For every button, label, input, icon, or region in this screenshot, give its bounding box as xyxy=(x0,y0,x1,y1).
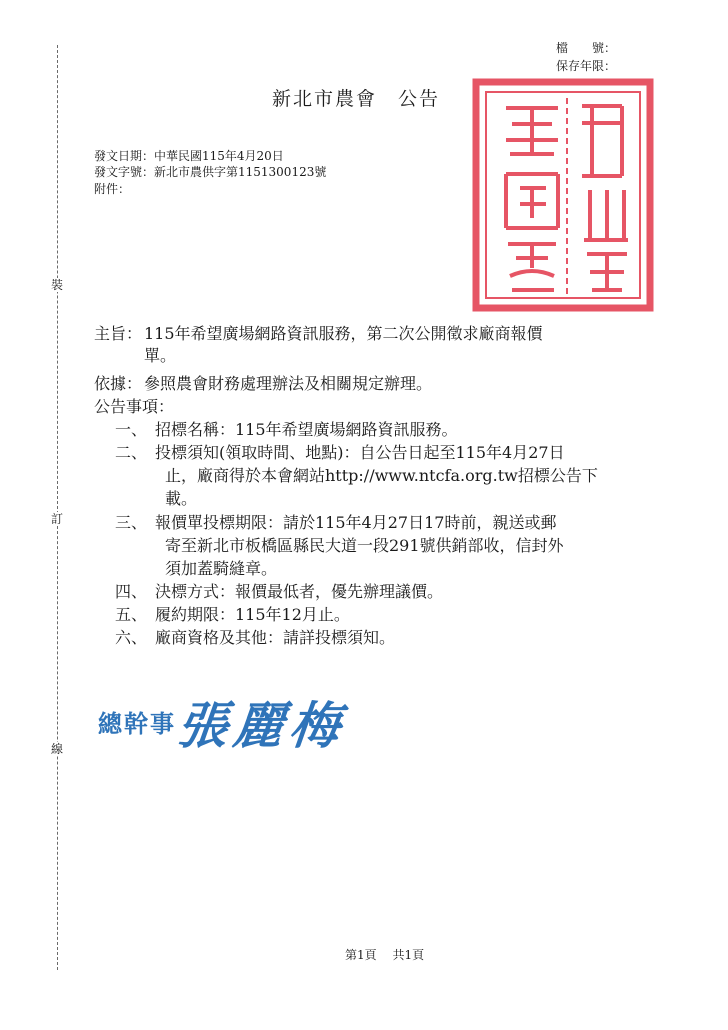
item-line: 報價單投標期限：請於115年4月27日17時前，親送或郵 xyxy=(155,513,557,532)
item-line: 寄至新北市板橋區縣民大道一段291號供銷部收，信封外 xyxy=(165,536,564,555)
binding-mark-xian: 線 xyxy=(50,742,63,756)
subject-line-2: 單。 xyxy=(144,346,177,365)
basis-label: 依據： xyxy=(94,374,143,393)
binding-mark-ding: 訂 xyxy=(50,512,63,526)
items-heading: 公告事項： xyxy=(94,397,175,416)
subject-line-1: 115年希望廣場網路資訊服務，第二次公開徵求廠商報價 xyxy=(144,324,543,343)
item-number: 五、 xyxy=(115,605,148,624)
binding-line xyxy=(57,45,58,970)
official-seal xyxy=(472,78,654,312)
file-number-label: 檔 號： xyxy=(555,41,616,55)
item-line: 廠商資格及其他：請詳投標須知。 xyxy=(155,628,396,647)
item-line: 止，廠商得於本會網站http://www.ntcfa.org.tw招標公告下 xyxy=(165,466,598,485)
page-title: 新北市農會 公告 xyxy=(272,88,441,110)
issue-date: 發文日期：中華民國115年4月20日 xyxy=(94,149,284,163)
item-line: 投標須知(領取時間、地點)：自公告日起至115年4月27日 xyxy=(155,443,565,462)
page-number: 第1頁 共1頁 xyxy=(345,948,425,962)
basis-text: 參照農會財務處理辦法及相關規定辦理。 xyxy=(144,374,433,393)
subject-label: 主旨： xyxy=(94,324,143,343)
attachment: 附件： xyxy=(94,182,131,196)
item-number: 六、 xyxy=(115,628,148,647)
binding-mark-zhuang: 裝 xyxy=(50,278,63,292)
item-number: 四、 xyxy=(115,582,148,601)
item-line: 載。 xyxy=(165,489,198,508)
document-number: 發文字號：新北市農供字第1151300123號 xyxy=(94,165,327,179)
item-number: 三、 xyxy=(115,513,148,532)
signature-name: 張麗梅 xyxy=(174,696,349,755)
retention-label: 保存年限： xyxy=(555,59,616,73)
item-line: 須加蓋騎縫章。 xyxy=(165,559,278,578)
item-line: 決標方式：報價最低者，優先辦理議價。 xyxy=(155,582,444,601)
item-line: 招標名稱：115年希望廣場網路資訊服務。 xyxy=(155,420,458,439)
item-number: 一、 xyxy=(115,420,148,439)
item-number: 二、 xyxy=(115,443,148,462)
item-line: 履約期限：115年12月止。 xyxy=(155,605,350,624)
signature-title: 總幹事 xyxy=(98,710,176,738)
